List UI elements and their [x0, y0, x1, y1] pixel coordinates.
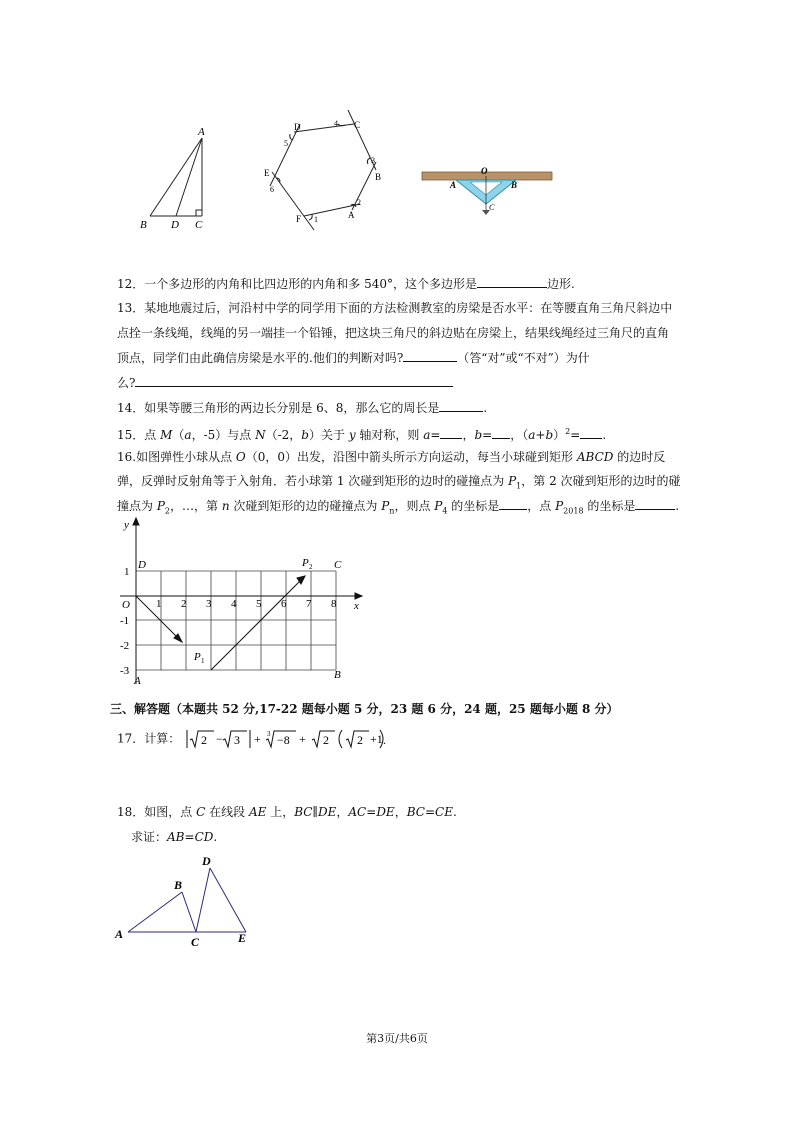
fig18-label-A: A [115, 927, 124, 941]
question-15: 15．点 M（a，-5）与点 N（-2，b）关于 y 轴对称，则 a= ，b= ，$(a+b)^2=$ . [117, 427, 607, 442]
xtick-7: 7 [306, 598, 312, 610]
origin-label: O [122, 599, 130, 611]
vertex-E: E [264, 168, 270, 178]
angle-2: 2 [357, 198, 361, 207]
question-13-line3: 顶点，同学们由此确信房梁是水平的.他们的判断对吗? （答“对”或“不对”）为什 [117, 351, 590, 365]
q18-figure [110, 850, 260, 950]
answer-blank-14[interactable] [439, 399, 483, 412]
answer-blank-15c[interactable] [580, 426, 602, 439]
fig18-label-D: D [202, 854, 211, 868]
angle-6: 6 [270, 185, 274, 194]
svg-text:3: 3 [234, 733, 241, 747]
svg-text:−8: −8 [277, 733, 290, 747]
svg-text:+: + [299, 732, 306, 746]
xtick-4: 4 [231, 598, 237, 610]
answer-blank-13a[interactable] [403, 349, 457, 362]
label-B: B [140, 219, 147, 231]
label-A: A [198, 126, 205, 138]
svg-text:.: . [383, 733, 387, 747]
fig18-label-B: B [174, 878, 183, 892]
corner-B: B [334, 669, 341, 681]
point-P1: P [194, 651, 201, 663]
answer-blank-16b[interactable] [635, 497, 675, 510]
question-14: 14．如果等腰三角形的两边长分别是 6、8，那么它的周长是 . [117, 401, 488, 415]
question-16-line2: 弹，反弹时反射角等于入射角．若小球第 1 次碰到矩形的边时的碰撞点为 $P_1$，第 2 次碰到矩形的边时的碰 [117, 474, 681, 491]
label-B: B [511, 180, 518, 190]
vertex-D: D [294, 122, 301, 132]
xtick-5: 5 [256, 598, 262, 610]
corner-C: C [334, 559, 342, 571]
answer-blank-16a[interactable] [499, 497, 527, 510]
axis-x-label: x [354, 600, 359, 612]
question-16-line3: 撞点为 $P_2$，…，第 n 次碰到矩形的边的碰撞点为 $P_n$，则点 $P_4$ 的坐标是 ，点 $P_{2018}$ 的坐标是 . [117, 499, 680, 516]
xtick-3: 3 [206, 598, 212, 610]
xtick-2: 2 [181, 598, 187, 610]
hexagon-figure [256, 106, 396, 236]
vertex-A: A [348, 210, 355, 220]
answer-blank-13b[interactable] [135, 374, 453, 387]
angle-4: 4 [334, 119, 338, 128]
section-3-heading: 三、解答题（本题共 52 分,17-22 题每小题 5 分，23 题 6 分，24 题，25 题每小题 8 分） [110, 702, 619, 716]
corner-A: A [134, 675, 141, 687]
svg-text:3: 3 [267, 730, 271, 738]
angle-3: 3 [371, 156, 375, 165]
svg-text:−: − [216, 732, 223, 746]
page-footer [0, 1030, 794, 1046]
corner-D: D [138, 559, 146, 571]
xtick-8: 8 [331, 598, 337, 610]
ytick-1: 1 [124, 566, 130, 578]
label-C: C [195, 219, 203, 231]
answer-blank-15a[interactable] [440, 426, 462, 439]
answer-blank-15b[interactable] [492, 426, 510, 439]
axis-y-label: y [124, 519, 129, 531]
ytick-neg2: -2 [120, 640, 130, 652]
vertex-C: C [354, 120, 361, 130]
svg-text:2: 2 [201, 733, 208, 747]
angle-5: 5 [284, 139, 288, 148]
xtick-6: 6 [281, 598, 287, 610]
q17-expression [184, 728, 387, 750]
question-13-line4: 么? [117, 374, 453, 391]
label-D: D [171, 219, 179, 231]
svg-text:2: 2 [323, 733, 330, 747]
angle-1: 1 [314, 215, 318, 224]
ytick-neg3: -3 [120, 665, 130, 677]
answer-blank-12[interactable] [477, 275, 547, 288]
fig18-label-C: C [191, 935, 200, 949]
question-18-line1: 18．如图，点 C 在线段 AE 上，BC∥DE，AC=DE，BC=CE. [117, 805, 457, 819]
question-12: 12．一个多边形的内角和比四边形的内角和多 540°，这个多边形是 边形. [117, 277, 575, 291]
xtick-1: 1 [156, 598, 162, 610]
ytick-neg1: -1 [120, 615, 130, 627]
page-number: 第3页/共6页 [366, 1032, 428, 1045]
svg-text:+1: +1 [370, 732, 383, 746]
question-13-line2: 点拴一条线绳，线绳的另一端挂一个铅锤，把这块三角尺的斜边贴在房梁上，结果线绳经过三角尺的直角 [117, 326, 670, 340]
vertex-B: B [375, 172, 382, 182]
question-13-line1: 13．某地地震过后，河沿村中学的同学用下面的方法检测教室的房梁是否水平：在等腰直角三角尺斜边中 [117, 301, 673, 315]
svg-text:2: 2 [357, 733, 364, 747]
triangle-figure [130, 122, 220, 234]
fig18-label-E: E [238, 931, 247, 945]
point-P2: P [302, 557, 309, 569]
point-P1-sub: 1 [201, 657, 205, 665]
question-18-line2: 求证：AB=CD. [131, 830, 218, 844]
svg-text:+: + [254, 732, 261, 746]
question-17: 17．计算： 2 − 3 + 3 −8 + 2 2 +1 . [117, 728, 384, 750]
coordinate-grid-figure [112, 514, 372, 694]
label-A: A [450, 180, 457, 190]
label-O: O [481, 166, 488, 176]
label-C: C [489, 203, 495, 212]
beam-ruler-figure [420, 164, 555, 219]
vertex-F: F [296, 214, 302, 224]
point-P2-sub: 2 [309, 563, 313, 571]
question-16-line1: 16.如图弹性小球从点 O（0，0）出发，沿图中箭头所示方向运动，每当小球碰到矩形 ABCD 的边时反 [117, 450, 666, 464]
